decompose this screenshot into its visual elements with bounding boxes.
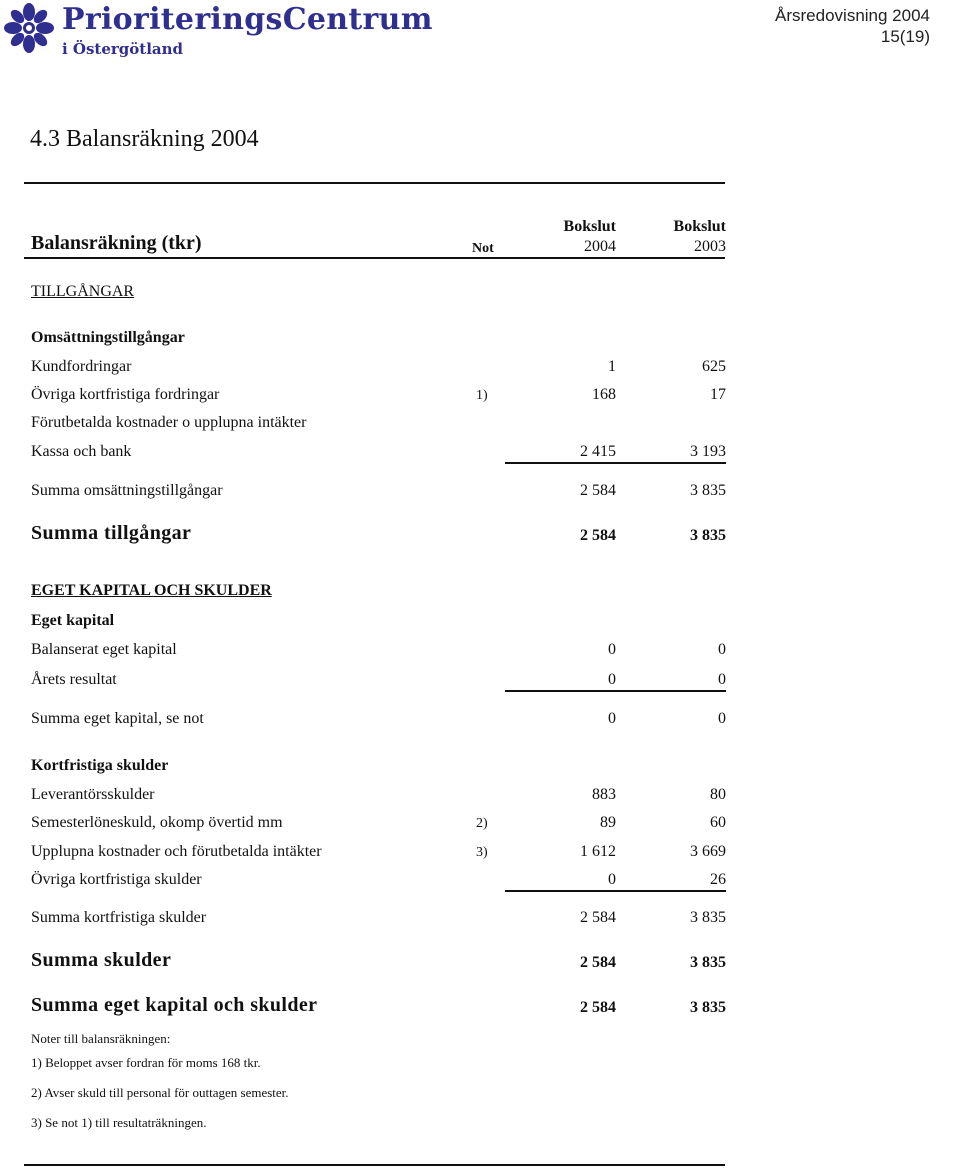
logo-subtitle: i Östergötland — [62, 40, 184, 58]
row-label: Övriga kortfristiga fordringar — [31, 386, 220, 403]
row-label: Årets resultat — [31, 671, 117, 688]
footer-divider — [24, 1164, 725, 1166]
column-header-2003-year: 2003 — [694, 238, 726, 255]
value-2004: 2 584 — [580, 954, 616, 971]
total-label: Summa tillgångar — [31, 522, 192, 544]
value-2004: 0 — [608, 710, 616, 727]
value-2004: 0 — [608, 871, 616, 888]
value-2004: 0 — [608, 671, 616, 688]
title-divider — [24, 182, 725, 184]
subheading-liabilities: Kortfristiga skulder — [31, 757, 169, 774]
value-2003: 3 835 — [690, 527, 726, 544]
row-label: Balanserat eget kapital — [31, 641, 177, 658]
subheading-equity: Eget kapital — [31, 612, 115, 629]
value-2003: 625 — [702, 358, 726, 375]
value-2003: 17 — [710, 386, 726, 403]
value-2004: 89 — [600, 814, 616, 831]
value-2004: 2 415 — [580, 443, 616, 460]
row-label: Kundfordringar — [31, 358, 132, 375]
value-2003: 3 669 — [690, 843, 726, 860]
value-2003: 3 835 — [690, 482, 726, 499]
notes-heading: Noter till balansräkningen: — [31, 1031, 171, 1046]
row-label: Summa eget kapital, se not — [31, 710, 204, 727]
value-2003: 80 — [710, 786, 726, 803]
value-2004: 2 584 — [580, 909, 616, 926]
note-ref: 2) — [476, 816, 488, 831]
column-header-2003-top: Bokslut — [673, 218, 726, 235]
section-heading-assets: TILLGÅNGAR — [31, 283, 135, 300]
value-2004: 883 — [592, 786, 616, 803]
row-label: Summa omsättningstillgångar — [31, 482, 223, 499]
row-label: Kassa och bank — [31, 443, 132, 460]
column-header-2004-year: 2004 — [584, 238, 616, 255]
subtotal-rule — [505, 890, 726, 892]
row-label: Summa kortfristiga skulder — [31, 909, 207, 926]
value-2004: 2 584 — [580, 527, 616, 544]
subtotal-rule — [505, 462, 726, 464]
value-2003: 26 — [710, 871, 726, 888]
note-1: 1) Beloppet avser fordran för moms 168 tkr. — [31, 1055, 261, 1070]
row-label: Förutbetalda kostnader o upplupna intäkter — [31, 414, 307, 431]
value-2004: 1 612 — [580, 843, 616, 860]
logo-flower-icon — [4, 3, 54, 53]
value-2004: 0 — [608, 641, 616, 658]
column-header-2004-top: Bokslut — [563, 218, 616, 235]
note-2: 2) Avser skuld till personal för outtagen semester. — [31, 1085, 289, 1100]
total-label: Summa eget kapital och skulder — [31, 994, 318, 1016]
subtotal-rule — [505, 690, 726, 692]
value-2003: 0 — [718, 641, 726, 658]
table-title: Balansräkning (tkr) — [31, 232, 202, 254]
row-label: Leverantörsskulder — [31, 786, 155, 803]
logo-name: PrioriteringsCentrum — [62, 2, 433, 37]
page-number: 15(19) — [880, 27, 930, 46]
value-2004: 168 — [592, 386, 616, 403]
value-2004: 2 584 — [580, 999, 616, 1016]
report-title: Årsredovisning 2004 — [775, 6, 930, 25]
note-ref: 1) — [476, 388, 488, 403]
value-2003: 60 — [710, 814, 726, 831]
note-ref: 3) — [476, 845, 488, 860]
row-label: Upplupna kostnader och förutbetalda intäkter — [31, 843, 322, 860]
subheading-current-assets: Omsättningstillgångar — [31, 329, 185, 346]
value-2003: 0 — [718, 710, 726, 727]
value-2003: 3 835 — [690, 954, 726, 971]
value-2003: 3 193 — [690, 443, 726, 460]
value-2004: 2 584 — [580, 482, 616, 499]
value-2003: 3 835 — [690, 999, 726, 1016]
row-label: Övriga kortfristiga skulder — [31, 871, 202, 888]
section-heading-equity: EGET KAPITAL OCH SKULDER — [31, 582, 272, 599]
total-label: Summa skulder — [31, 949, 172, 971]
value-2004: 1 — [608, 358, 616, 375]
header-divider — [24, 257, 725, 259]
note-3: 3) Se not 1) till resultaträkningen. — [31, 1115, 207, 1130]
value-2003: 0 — [718, 671, 726, 688]
value-2003: 3 835 — [690, 909, 726, 926]
page-title: 4.3 Balansräkning 2004 — [30, 126, 259, 152]
column-header-not: Not — [472, 241, 494, 256]
row-label: Semesterlöneskuld, okomp övertid mm — [31, 814, 283, 831]
